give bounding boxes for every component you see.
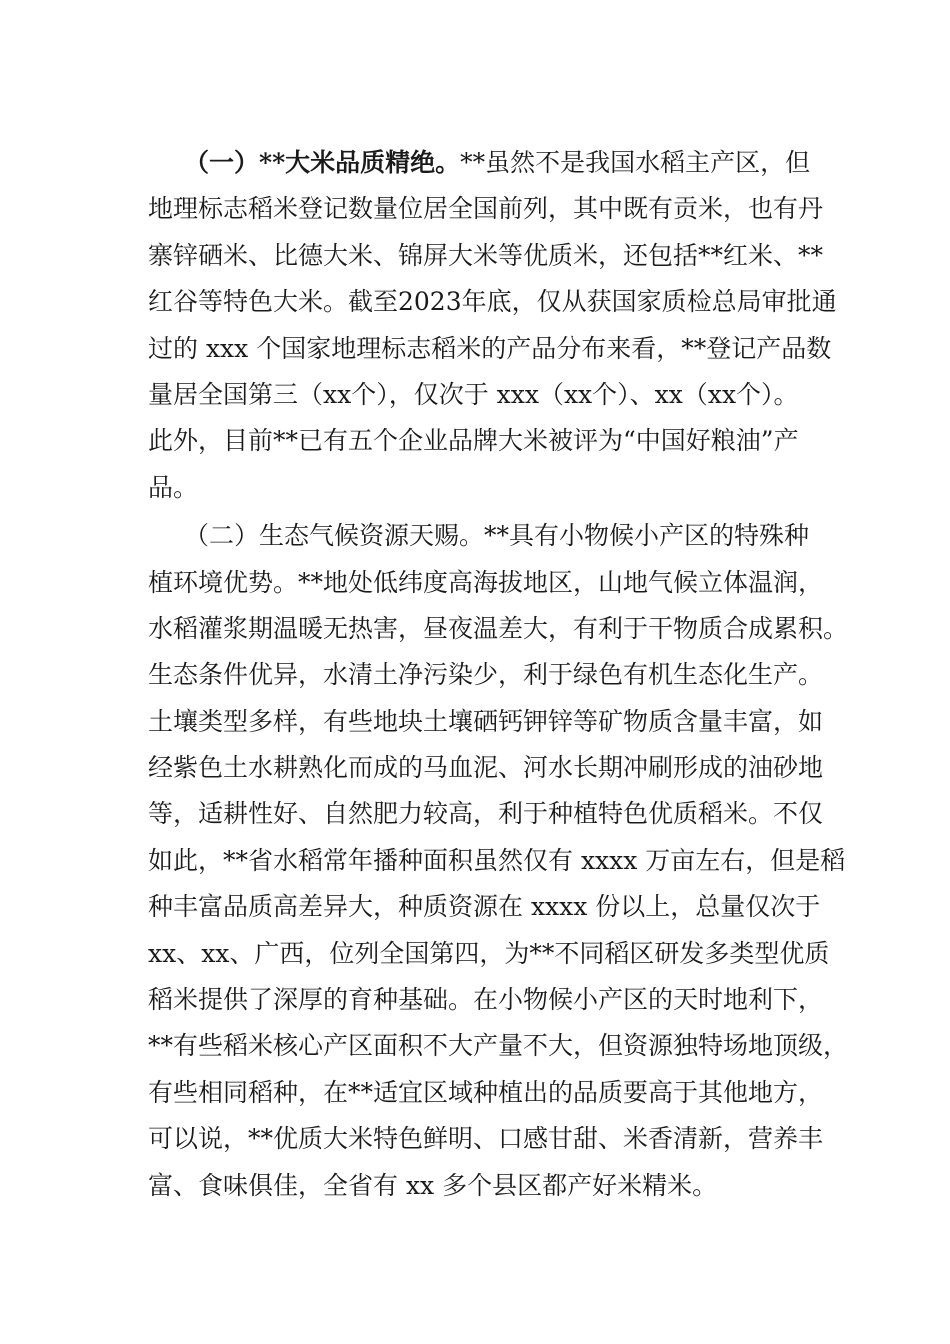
paragraph-line: **有些稻米核心产区面积不大产量不大，但资源独特场地顶级， [148, 1031, 849, 1061]
paragraph-text: **具有小物候小产区的特殊种 [484, 521, 810, 551]
paragraph-line: 地理标志稻米登记数量位居全国前列，其中既有贡米，也有丹 [148, 194, 824, 224]
paragraph-line: 此外，目前**已有五个企业品牌大米被评为“中国好粮油”产 [148, 426, 799, 456]
paragraph-line: xx、xx、广西，位列全国第四，为**不同稻区研发多类型优质 [148, 938, 830, 968]
section-heading: （二）生态气候资源天赐。 [184, 521, 485, 551]
paragraph-line: 量居全国第三（xx个），仅次于 xxx（xx个）、xx（xx个）。 [148, 379, 799, 409]
paragraph-ecology-climate [148, 513, 849, 1209]
paragraph-line: 过的 xxx 个国家地理标志稻米的产品分布来看，**登记产品数 [148, 333, 832, 363]
paragraph-text: **虽然不是我国水稻主产区，但 [460, 148, 811, 177]
paragraph-line: 等，适耕性好、自然肥力较高，利于种植特色优质稻米。不仅 [148, 799, 824, 829]
paragraph-rice-quality [148, 140, 838, 511]
paragraph-line: 可以说，**优质大米特色鲜明、口感甘甜、米香清新，营养丰 [148, 1124, 824, 1154]
document-body [148, 140, 849, 1209]
paragraph-line: 如此，**省水稻常年播种面积虽然仅有 xxxx 万亩左右，但是稻 [148, 845, 846, 875]
paragraph-line: 土壤类型多样，有些地块土壤硒钙钾锌等矿物质含量丰富，如 [148, 706, 824, 736]
section-heading: （一）**大米品质精绝。 [184, 148, 461, 177]
paragraph-line: 红谷等特色大米。截至2023年底，仅从获国家质检总局审批通 [148, 287, 837, 317]
paragraph-first-line [148, 140, 838, 186]
paragraph-line: 寨锌硒米、比德大米、锦屏大米等优质米，还包括**红米、** [148, 240, 824, 270]
paragraph-line: 稻米提供了深厚的育种基础。在小物候小产区的天时地利下， [148, 985, 824, 1015]
paragraph-line: 水稻灌浆期温暖无热害，昼夜温差大，有利于干物质合成累积。 [148, 613, 849, 643]
paragraph-line: 生态条件优异，水清土净污染少，利于绿色有机生态化生产。 [148, 660, 824, 690]
paragraph-line: 植环境优势。**地处低纬度高海拔地区，山地气候立体温润， [148, 567, 824, 597]
paragraph-first-line [148, 513, 838, 559]
paragraph-line: 品。 [148, 472, 199, 502]
paragraph-line: 经紫色土水耕熟化而成的马血泥、河水长期冲刷形成的油砂地 [148, 753, 824, 783]
paragraph-line: 种丰富品质高差异大，种质资源在 xxxx 份以上，总量仅次于 [148, 892, 821, 922]
paragraph-line: 富、食味俱佳，全省有 xx 多个县区都产好米精米。 [148, 1170, 718, 1200]
paragraph-line: 有些相同稻种，在**适宜区域种植出的品质要高于其他地方， [148, 1077, 824, 1107]
